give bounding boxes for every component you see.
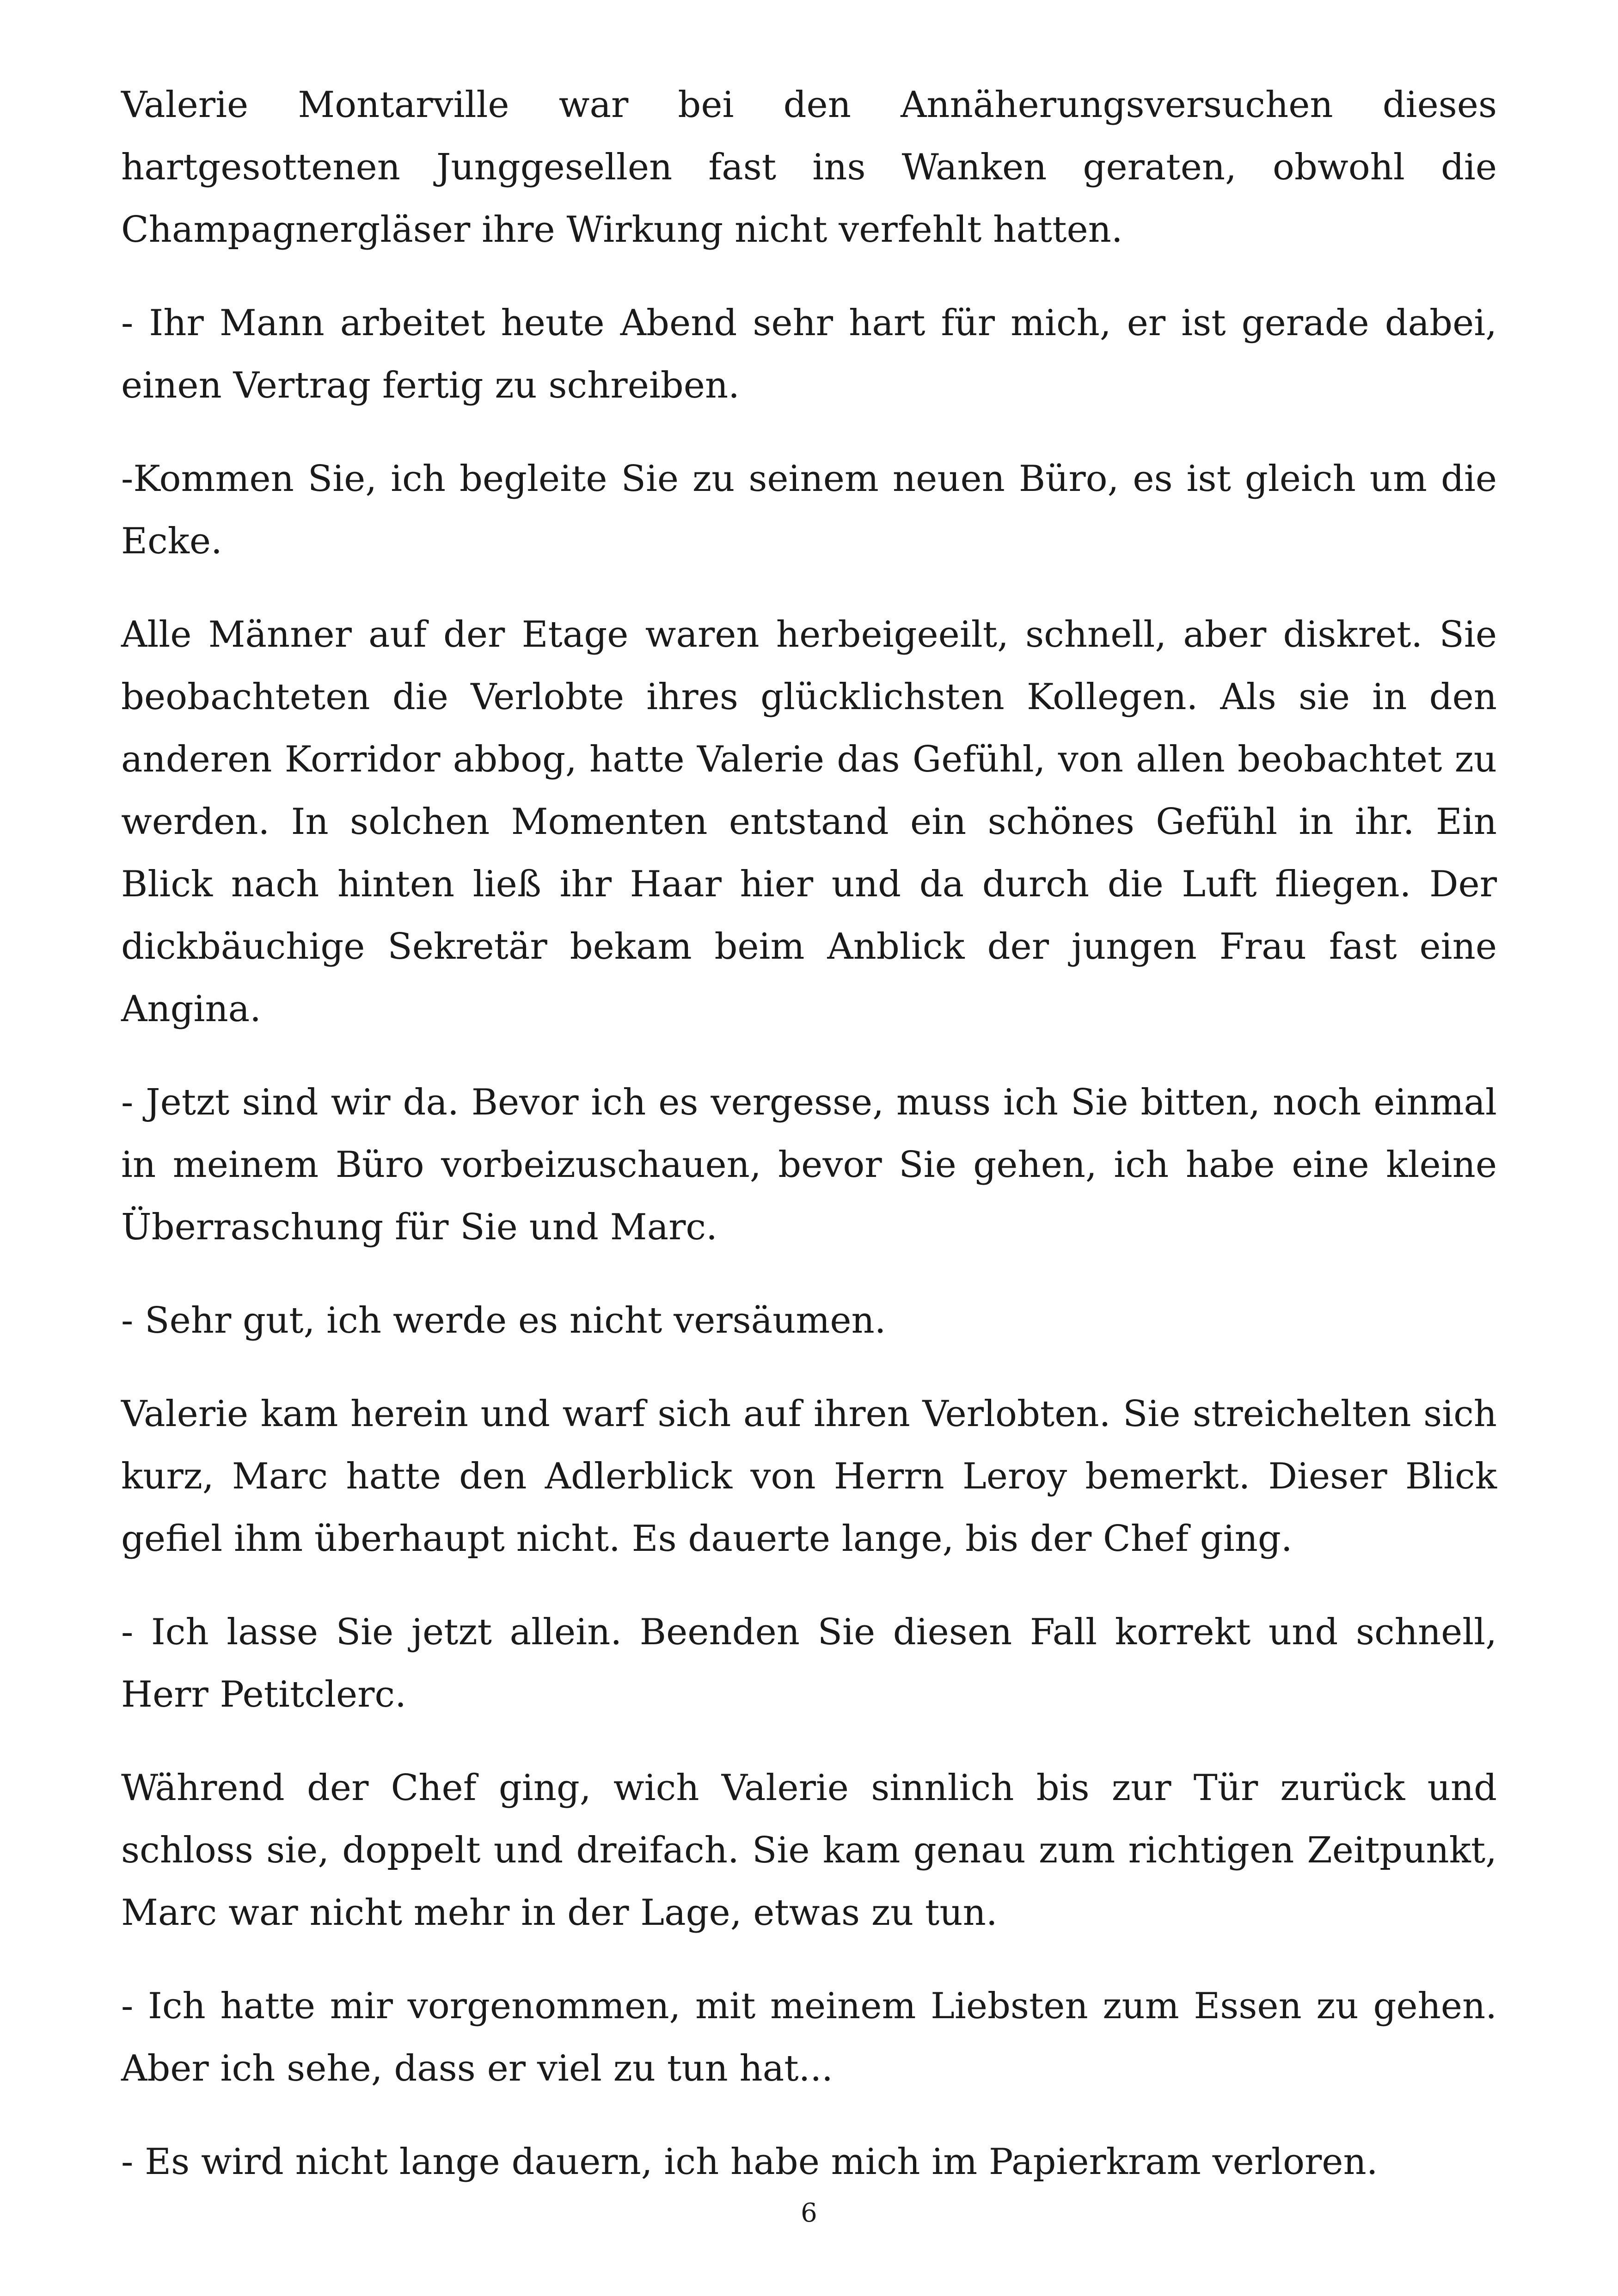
paragraph-9: Während der Chef ging, wich Valerie sinnlich bis zur Tür zurück und schloss sie, doppelt und dreifach. Sie kam genau zum richtigen Zeitpunkt, Marc war nicht mehr in der Lage, etwas zu tun. [121,1767,1497,1934]
paragraph-5: - Jetzt sind wir da. Bevor ich es vergesse, muss ich Sie bitten, noch einmal in meinem Büro vorbeizuschauen, bevor Sie gehen, ich habe eine kleine Überraschung für Sie und Marc. [121,1082,1497,1248]
paragraph-1: Valerie Montarville war bei den Annäherungsversuchen dieses hartgesottenen Junggesellen fast ins Wanken geraten, obwohl die Champagnergläser ihre Wirkung nicht verfehlt hatten. [121,84,1497,251]
paragraph-7: Valerie kam herein und warf sich auf ihren Verlobten. Sie streichelten sich kurz, Marc hatte den Adlerblick von Herrn Leroy bemerkt. Dieser Blick gefiel ihm überhaupt nicht. Es dauerte lange, bis der Chef ging. [121,1393,1497,1560]
paragraph-2: - Ihr Mann arbeitet heute Abend sehr hart für mich, er ist gerade dabei, einen Vertrag fertig zu schreiben. [121,302,1497,406]
page-number: 6 [801,2198,817,2228]
paragraph-10: - Ich hatte mir vorgenommen, mit meinem Liebsten zum Essen zu gehen. Aber ich sehe, dass er viel zu tun hat... [121,1985,1497,2089]
paragraph-4: Alle Männer auf der Etage waren herbeigeeilt, schnell, aber diskret. Sie beobachteten die Verlobte ihres glücklichsten Kollegen. Als sie in den anderen Korridor abbog, hatte Valerie das Gefühl, von allen beobachtet zu werden. In solchen Momenten entstand ein schönes Gefühl in ihr. Ein Blick nach hinten ließ ihr Haar hier und da durch die Luft fliegen. Der dickbäuchige Sekretär bekam beim Anblick der jungen Frau fast eine Angina. [121,614,1497,1030]
paragraph-3: -Kommen Sie, ich begleite Sie zu seinem neuen Büro, es ist gleich um die Ecke. [121,458,1497,562]
paragraph-8: - Ich lasse Sie jetzt allein. Beenden Sie diesen Fall korrekt und schnell, Herr Petitclerc. [121,1611,1497,1715]
paragraph-6: - Sehr gut, ich werde es nicht versäumen. [121,1300,886,1341]
body-text [121,74,1497,2224]
paragraph-11: - Es wird nicht lange dauern, ich habe mich im Papierkram verloren. [121,2141,1378,2183]
